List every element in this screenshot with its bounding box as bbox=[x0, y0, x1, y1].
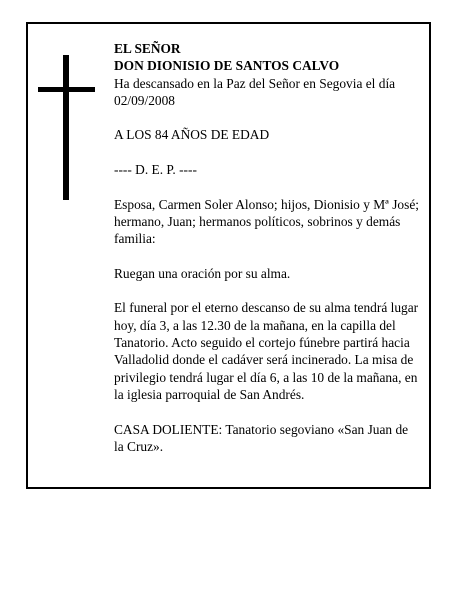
cross-icon bbox=[38, 55, 98, 200]
cross-vertical-bar bbox=[63, 55, 69, 200]
deceased-title: EL SEÑOR bbox=[114, 41, 181, 56]
dep-line: ---- D. E. P. ---- bbox=[114, 162, 197, 178]
rest-statement: Ha descansado en la Paz del Señor en Segovia el día 02/09/2008 bbox=[114, 75, 396, 108]
deceased-name: DON DIONISIO DE SANTOS CALVO bbox=[114, 58, 340, 74]
notice-text bbox=[114, 40, 419, 455]
family-line: Esposa, Carmen Soler Alonso; hijos, Dionisio y Mª José; hermano, Juan; hermanos políticos, sobrinos y demás familia: bbox=[114, 196, 419, 247]
age-line: A LOS 84 AÑOS DE EDAD bbox=[114, 127, 270, 143]
funeral-details: El funeral por el eterno descanso de su alma tendrá lugar hoy, día 3, a las 12.30 de la mañana, en la capilla del Tanatorio. Acto seguido el cortejo fúnebre partirá hacia Valladolid donde el cadáver será incinerado. La misa de privilegio tendrá lugar el día 6, a las 10 de la mañana, en la iglesia parroquial de San Andrés. bbox=[114, 300, 419, 402]
obituary-notice bbox=[26, 22, 431, 489]
cross-horizontal-bar bbox=[38, 87, 95, 92]
house-of-mourning: CASA DOLIENTE: Tanatorio segoviano «San Juan de la Cruz». bbox=[114, 421, 409, 454]
prayer-request: Ruegan una oración por su alma. bbox=[114, 265, 291, 281]
